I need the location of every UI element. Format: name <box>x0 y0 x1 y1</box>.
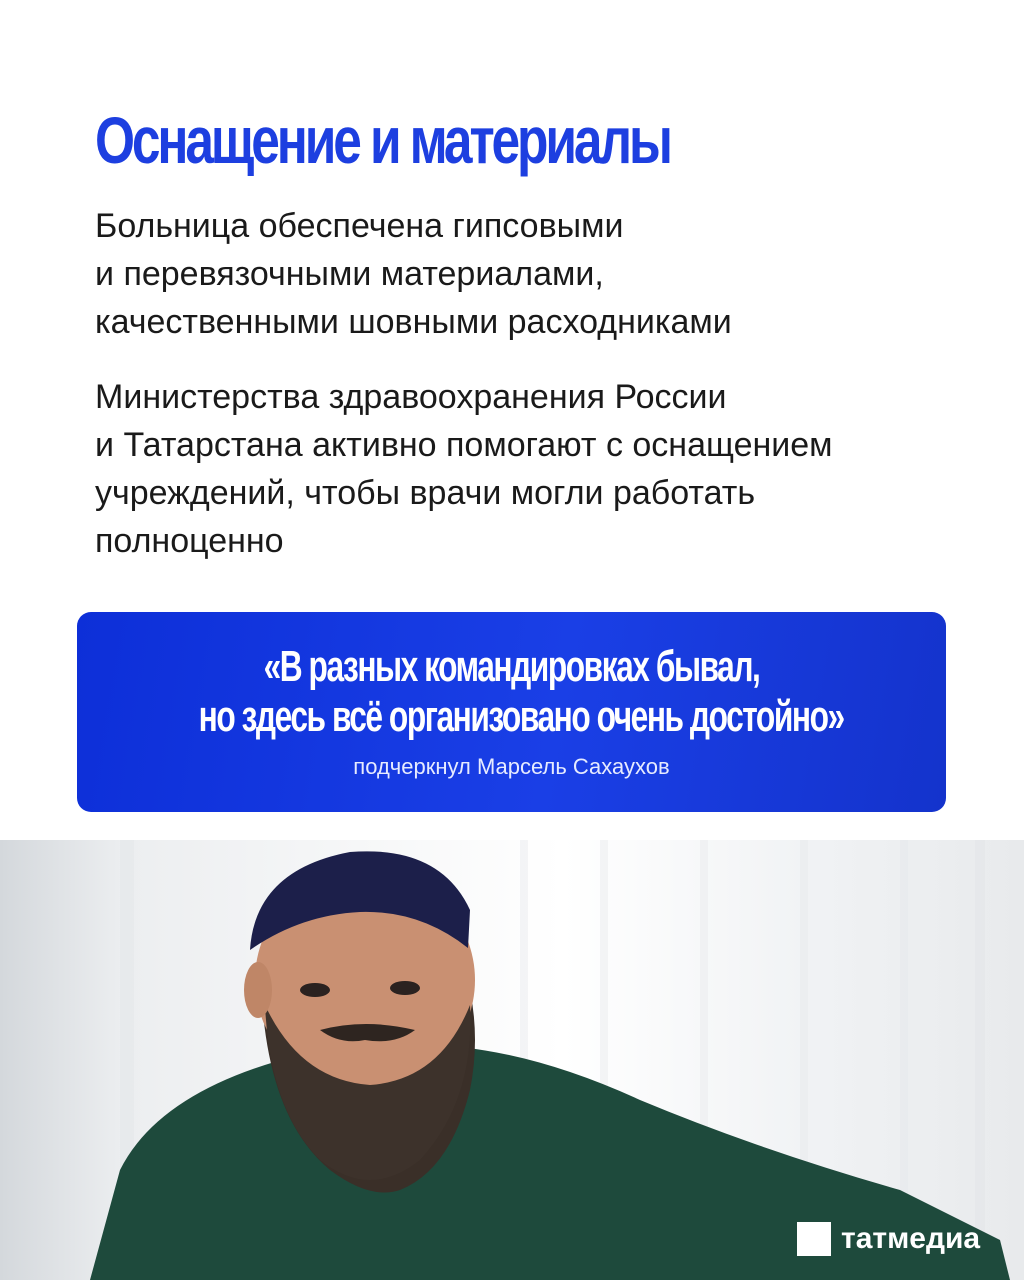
paragraph-ministries <box>95 373 833 565</box>
doctor-photo <box>0 840 1024 1280</box>
brand-logo <box>797 1220 980 1258</box>
logo-text: татмедиа <box>841 1222 981 1255</box>
quote-attribution: подчеркнул Марсель Сахаухов <box>353 754 670 779</box>
paragraph-line: полноценно <box>95 522 284 560</box>
quote-line: «В разных командировках бывал, <box>263 642 760 691</box>
paragraph-line: качественными шовными расходниками <box>95 303 732 341</box>
paragraph-line: Больница обеспечена гипсовыми <box>95 207 624 245</box>
paragraph-line: учреждений, чтобы врачи могли работать <box>95 474 756 512</box>
quote-card <box>77 612 946 812</box>
logo-square-icon <box>797 1222 831 1256</box>
page-title: Оснащение и материалы <box>95 103 670 177</box>
quote-text <box>77 642 946 742</box>
quote-line: но здесь всё организовано очень достойно» <box>198 692 844 741</box>
paragraph-line: Министерства здравоохранения России <box>95 378 727 416</box>
paragraph-supplies <box>95 202 732 346</box>
paragraph-line: и Татарстана активно помогают с оснащением <box>95 426 833 464</box>
doctor-illustration <box>0 840 1024 1280</box>
paragraph-line: и перевязочными материалами, <box>95 255 604 293</box>
